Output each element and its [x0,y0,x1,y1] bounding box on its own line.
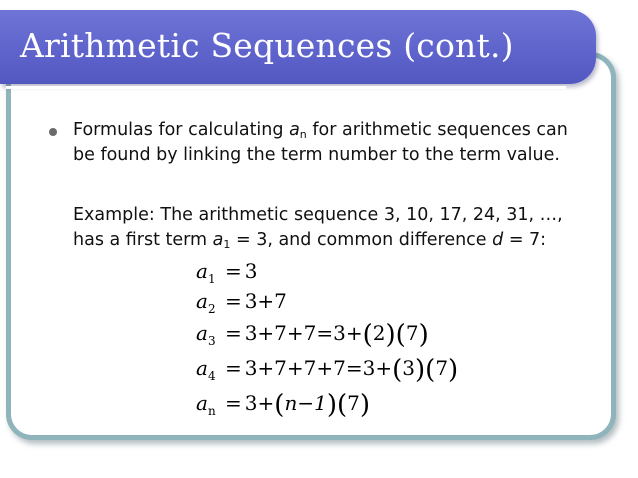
formula-a3: $a_3 = 3+7+7=3+(2)(7)$ [196,320,429,350]
title-bar [0,10,596,84]
example-text-line-1: Example: The arithmetic sequence 3, 10, 17, 24, 31, …, [73,205,563,225]
bullet-text-line-1: Formulas for calculating $a_n$ for arithmetic sequences can [73,120,568,141]
formula-a1: $a_1 = 3$ [196,259,258,286]
bullet-text-line-2: be found by linking the term number to the term value. [73,145,560,165]
example-text-line-2: has a first term $a_1 = 3$, and common difference d = 7: [73,230,547,251]
formula-a4: $a_4 = 3+7+7+7=3+(3)(7)$ [196,355,459,385]
title-underline [6,86,566,89]
slide-title: Arithmetic Sequences (cont.) [20,26,514,65]
bullet-icon [49,128,57,136]
formula-an: $a_n = 3+(n-1)(7)$ [196,390,370,420]
formula-a2: $a_2 = 3+7$ [196,289,287,316]
